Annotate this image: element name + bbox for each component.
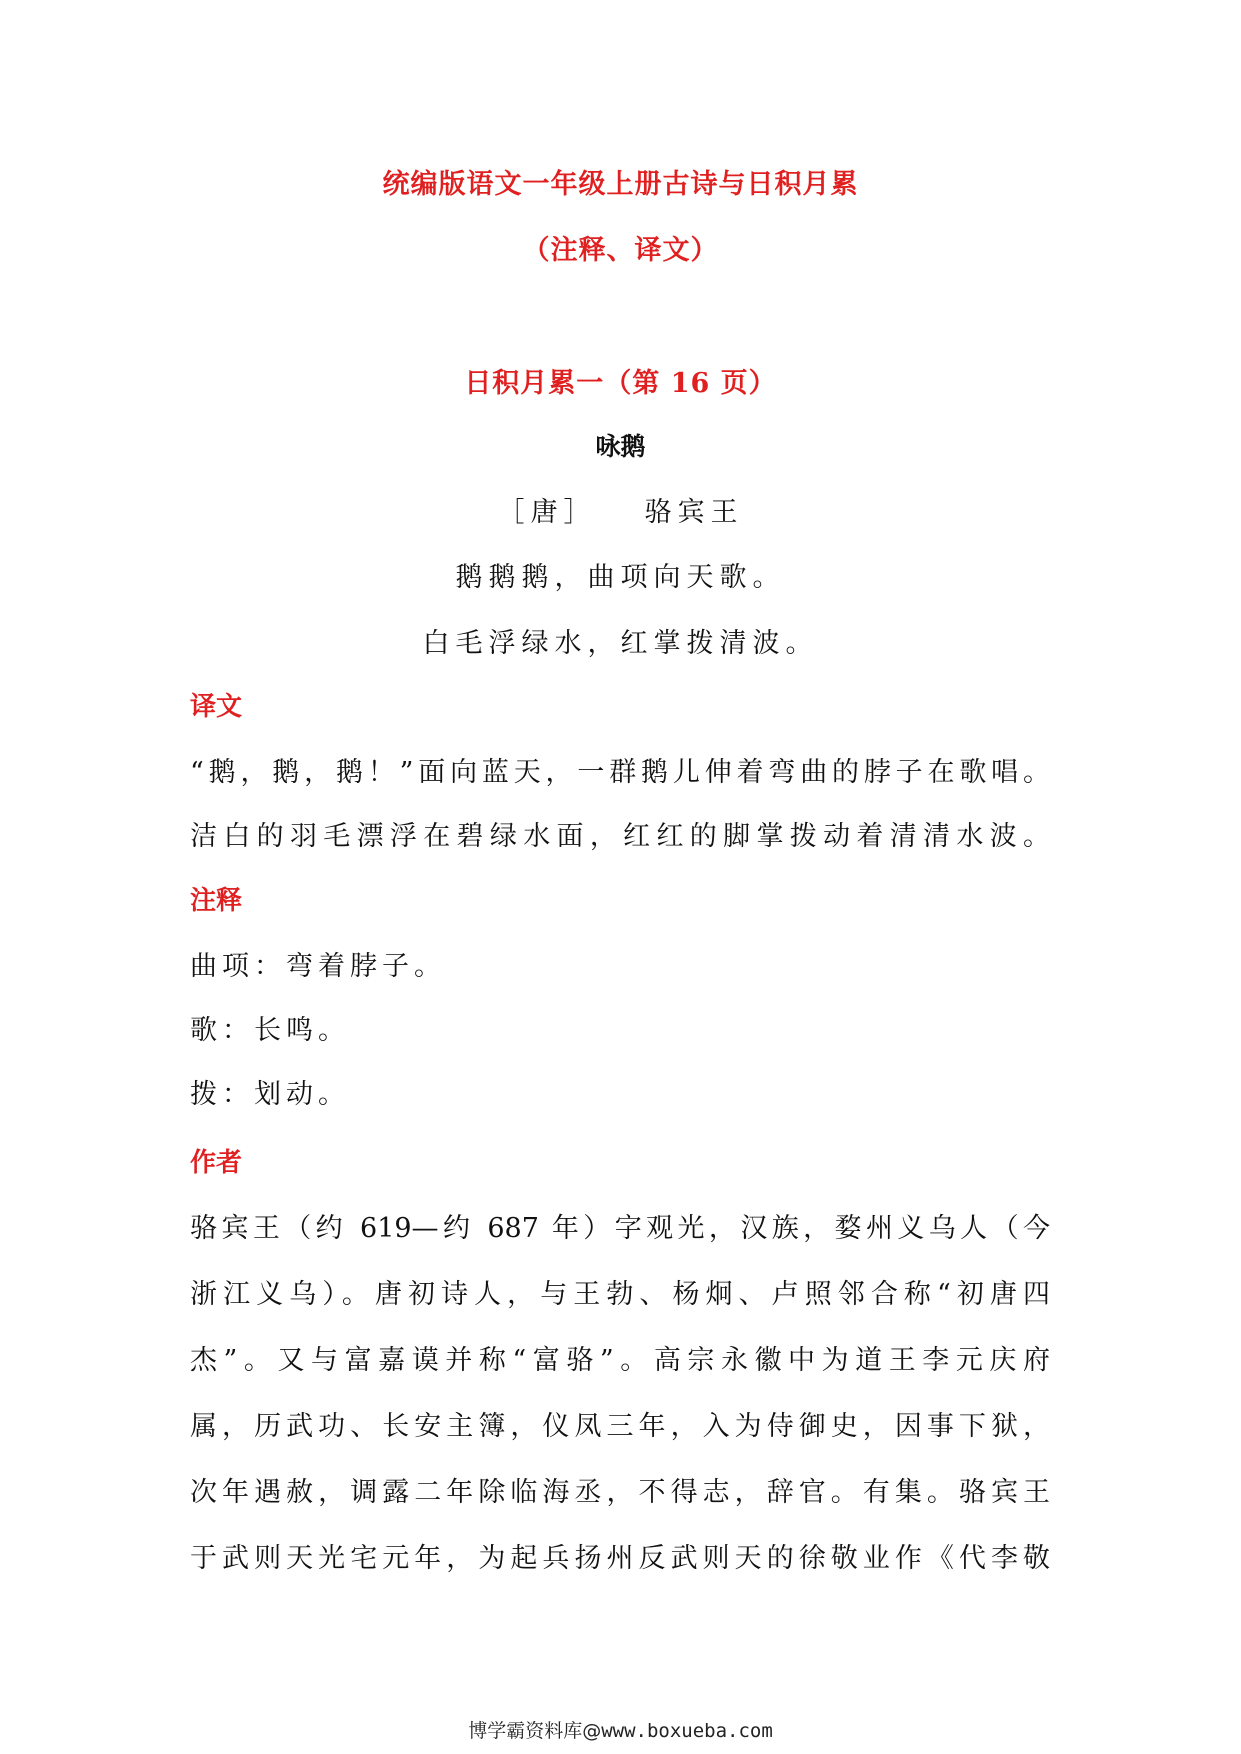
- author-bio-line: 杰”。又与富嘉谟并称“富骆”。高宗永徽中为道王李元庆府: [190, 1345, 1050, 1376]
- poem-attribution: [0, 490, 1241, 529]
- author-bio-line: 次年遇赦，调露二年除临海丞，不得志，辞官。有集。骆宾王: [190, 1477, 1050, 1508]
- author-heading: 作者: [190, 1148, 243, 1178]
- author-bio-line: 骆宾王（约 619—约 687 年）字观光，汉族，婺州义乌人（今: [190, 1213, 1050, 1244]
- document-subtitle: （注释、译文）: [522, 235, 719, 266]
- page-footer: [0, 1716, 1241, 1743]
- poem-title: 咏鹅: [595, 432, 646, 461]
- poem-author: 骆宾王: [644, 497, 744, 528]
- notes-heading: 注释: [190, 886, 243, 916]
- note-item: 拨：划动。: [190, 1079, 350, 1110]
- poem-verse: 白毛浮绿水，红掌拨清波。: [422, 628, 819, 659]
- translation-line: 洁白的羽毛漂浮在碧绿水面，红红的脚掌拨动着清清水波。: [190, 821, 1050, 852]
- section-title: 日积月累一（第 16 页）: [464, 368, 777, 399]
- footer-brand: 博学霸资料库@: [468, 1720, 602, 1742]
- note-item: 曲项：弯着脖子。: [190, 951, 446, 982]
- author-bio-line: 浙江义乌）。唐初诗人，与王勃、杨炯、卢照邻合称“初唐四: [190, 1279, 1050, 1310]
- author-bio-line: 于武则天光宅元年，为起兵扬州反武则天的徐敬业作《代李敬: [190, 1543, 1050, 1574]
- footer-url: www.boxueba.com: [601, 1720, 773, 1742]
- note-item: 歌：长鸣。: [190, 1015, 350, 1046]
- document-title: 统编版语文一年级上册古诗与日积月累: [382, 169, 859, 200]
- author-bio-line: 属，历武功、长安主簿，仪凤三年，入为侍御史，因事下狱，: [190, 1411, 1050, 1442]
- translation-line: “鹅，鹅，鹅！”面向蓝天，一群鹅儿伸着弯曲的脖子在歌唱。: [190, 757, 1050, 788]
- translation-heading: 译文: [190, 692, 243, 722]
- poem-verse: 鹅鹅鹅，曲项向天歌。: [455, 562, 786, 593]
- poem-dynasty: ［唐］: [497, 497, 597, 528]
